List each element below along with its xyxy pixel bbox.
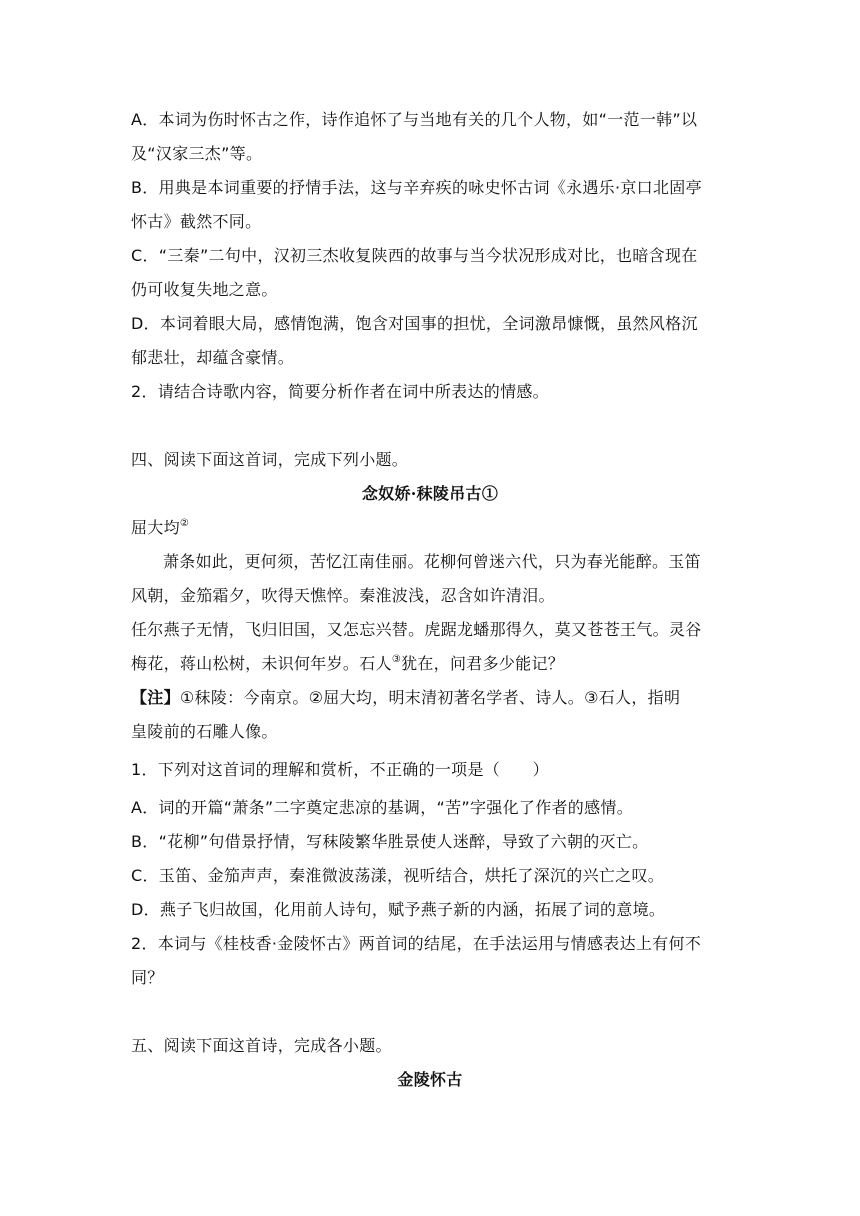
poem-line-4 <box>131 654 731 674</box>
poem-author <box>131 518 731 538</box>
author-footnote-mark: ② <box>179 518 190 529</box>
question-2-line-1: 2．本词与《桂枝香·金陵怀古》两首词的结尾，在手法运用与情感表达上有何不 <box>131 934 702 953</box>
poem-line-4-end: 犹在，问君多少能记？ <box>401 654 565 673</box>
option-a-line-2: 及“汉家三杰”等。 <box>131 144 263 163</box>
option-c-line-2: 仍可收复失地之意。 <box>131 280 278 299</box>
q1-option-c: C．玉笛、金笳声声，秦淮微波荡漾，视听结合，烘托了深沉的兴亡之叹。 <box>131 866 665 885</box>
q1-option-d: D．燕子飞归故国，化用前人诗句，赋予燕子新的内涵，拓展了词的意境。 <box>131 900 666 919</box>
poem-line-1: 萧条如此，更何须，苦忆江南佳丽。花柳何曾迷六代，只为春光能醉。玉笛 <box>163 552 701 571</box>
q1-option-a: A．词的开篇“萧条”二字奠定悲凉的基调，“苦”字强化了作者的感情。 <box>131 798 634 817</box>
poem-line-3: 任尔燕子无情，飞归旧国，又怎忘兴替。虎踞龙蟠那得久，莫又苍苍王气。灵谷 <box>131 620 702 639</box>
option-b-line-1: B．用典是本词重要的抒情手法，这与辛弃疾的咏史怀古词《永遇乐·京口北固亭 <box>131 178 702 197</box>
notes-line-2: 皇陵前的石雕人像。 <box>131 722 278 741</box>
stone-footnote-mark: ③ <box>391 654 402 665</box>
question-2-line-2: 同？ <box>131 968 164 987</box>
poem-line-2: 风朝，金笳霜夕，吹得天憔悴。秦淮波浅，忍含如许清泪。 <box>131 586 555 605</box>
question-2: 2．请结合诗歌内容，简要分析作者在词中所表达的情感。 <box>131 382 549 401</box>
option-a-line-1: A．本词为伤时怀古之作，诗作追怀了与当地有关的几个人物，如“一范一韩”以 <box>131 110 698 129</box>
poem-title: 念奴娇·秣陵吊古① <box>361 484 499 503</box>
section-5-poem-title: 金陵怀古 <box>397 1070 463 1089</box>
author-name: 屈大均 <box>131 518 180 537</box>
section-5-heading: 五、阅读下面这首诗，完成各小题。 <box>131 1036 392 1055</box>
option-b-line-2: 怀古》截然不同。 <box>131 212 262 231</box>
notes-label: 【注】 <box>131 688 180 707</box>
notes-text-1: ①秣陵：今南京。②屈大均，明末清初著名学者、诗人。③石人，指明 <box>179 688 681 707</box>
option-c-line-1: C．“三秦”二句中，汉初三杰收复陕西的故事与当今状况形成对比，也暗含现在 <box>131 246 698 265</box>
option-d-line-2: 郁悲壮，却蕴含豪情。 <box>131 348 295 367</box>
poem-line-4-start: 梅花，蒋山松树，未识何年岁。石人 <box>131 654 392 673</box>
question-1: 1．下列对这首词的理解和赏析，不正确的一项是（ ） <box>131 760 549 779</box>
option-d-line-1: D．本词着眼大局，感情饱满，饱含对国事的担忧，全词激昂慷慨，虽然风格沉 <box>131 314 698 333</box>
q1-option-b: B．“花柳”句借景抒情，写秣陵繁华胜景使人迷醉，导致了六朝的灭亡。 <box>131 832 649 851</box>
section-4-heading: 四、阅读下面这首词，完成下列小题。 <box>131 450 409 469</box>
notes-line-1 <box>131 688 731 708</box>
